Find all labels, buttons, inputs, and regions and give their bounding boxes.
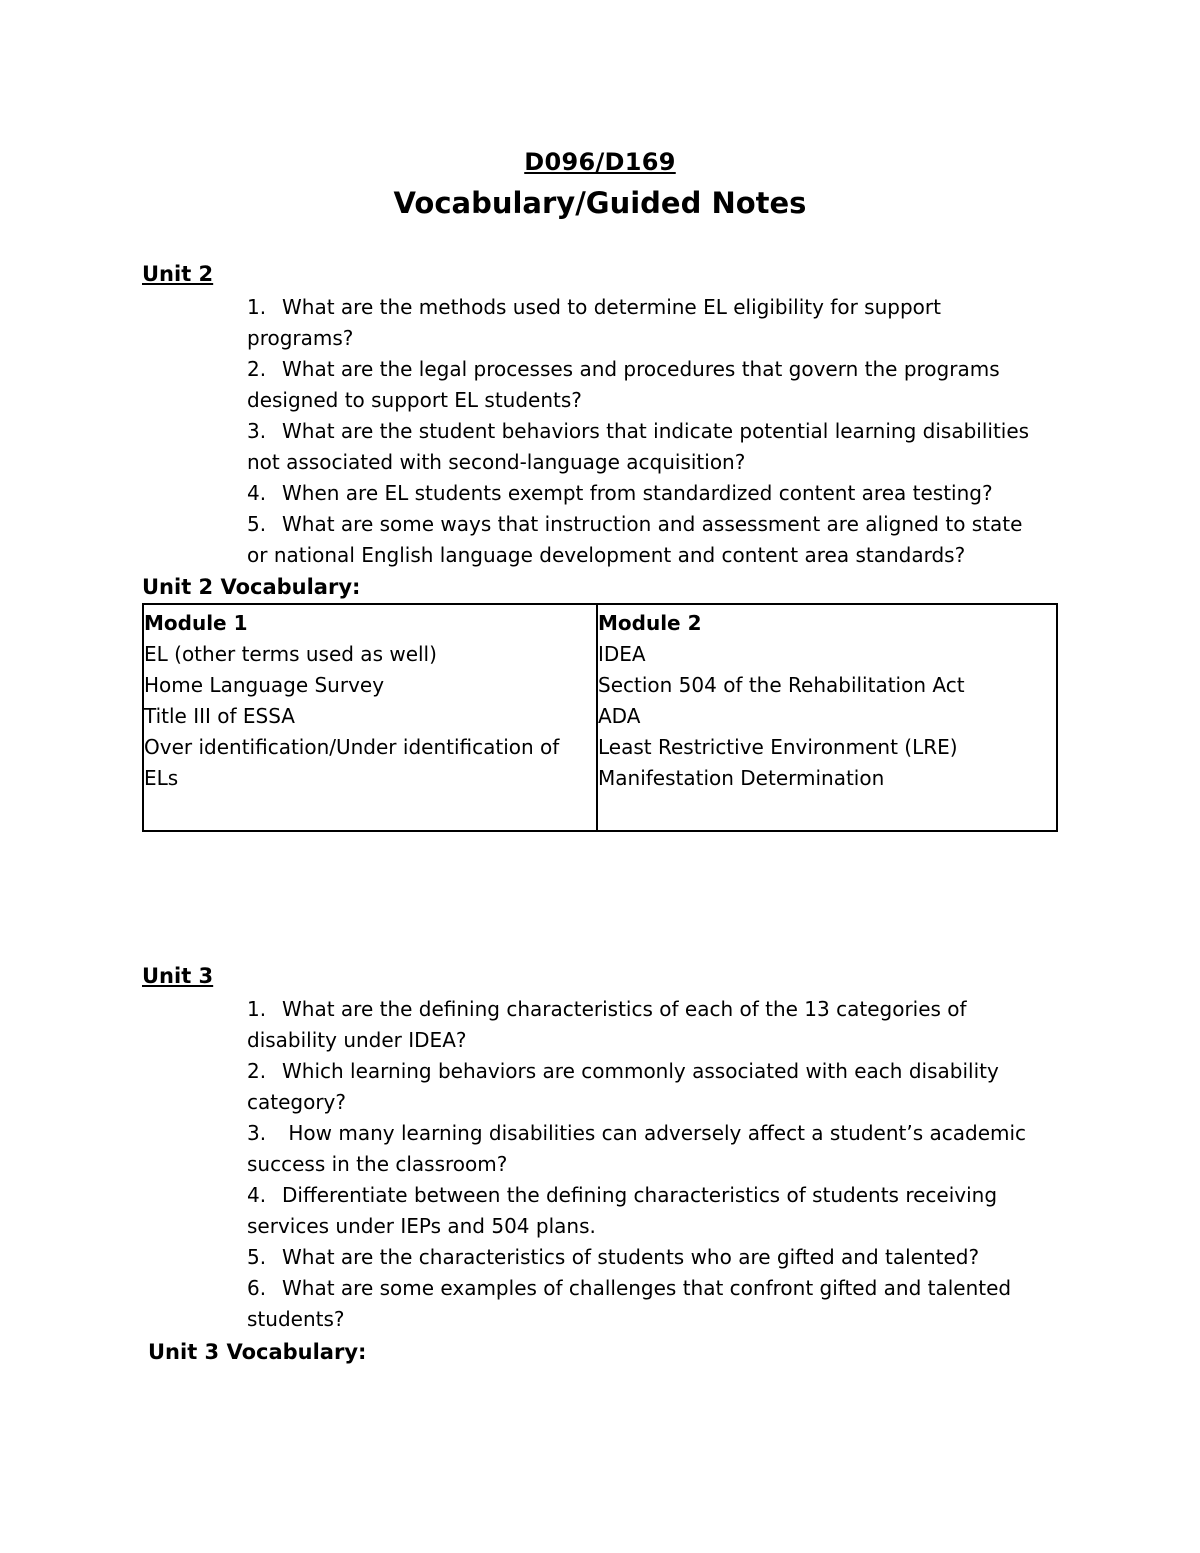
question-number: 2. bbox=[247, 357, 267, 381]
unit-3-vocabulary-heading: Unit 3 Vocabulary: bbox=[148, 1340, 367, 1364]
question-number: 3. bbox=[247, 419, 267, 443]
list-item bbox=[247, 416, 1067, 478]
question-text: Differentiate between the defining characteristics of students receiving bbox=[282, 1183, 998, 1207]
vocab-term: ELs bbox=[144, 766, 179, 790]
question-number: 1. bbox=[247, 295, 267, 319]
question-text: How many learning disabilities can adversely affect a student’s academic bbox=[282, 1121, 1027, 1145]
vocab-term: Manifestation Determination bbox=[598, 766, 885, 790]
unit-3-heading: Unit 3 bbox=[142, 964, 214, 988]
question-number: 5. bbox=[247, 1245, 267, 1269]
question-text-continued: students? bbox=[247, 1307, 345, 1331]
question-number: 4. bbox=[247, 1183, 267, 1207]
unit-2-question-list bbox=[247, 292, 1067, 571]
vocab-term: Least Restrictive Environment (LRE) bbox=[598, 735, 958, 759]
vocab-term: IDEA bbox=[598, 642, 646, 666]
unit-3-question-list bbox=[247, 994, 1067, 1335]
question-text-continued: or national English language development and content area standards? bbox=[247, 543, 966, 567]
question-text-continued: category? bbox=[247, 1090, 347, 1114]
question-text-continued: designed to support EL students? bbox=[247, 388, 582, 412]
module-1-column bbox=[144, 605, 598, 830]
module-2-column bbox=[598, 605, 1056, 830]
question-text: What are the student behaviors that indicate potential learning disabilities bbox=[282, 419, 1030, 443]
question-text: What are the characteristics of students who are gifted and talented? bbox=[282, 1245, 980, 1269]
question-number: 2. bbox=[247, 1059, 267, 1083]
question-number: 1. bbox=[247, 997, 267, 1021]
question-text-continued: not associated with second-language acquisition? bbox=[247, 450, 746, 474]
question-text: What are some ways that instruction and assessment are aligned to state bbox=[282, 512, 1023, 536]
list-item bbox=[247, 292, 1067, 354]
question-text: Which learning behaviors are commonly associated with each disability bbox=[282, 1059, 999, 1083]
question-text: When are EL students exempt from standardized content area testing? bbox=[282, 481, 993, 505]
question-text: What are some examples of challenges that confront gifted and talented bbox=[282, 1276, 1012, 1300]
question-text-continued: services under IEPs and 504 plans. bbox=[247, 1214, 596, 1238]
list-item bbox=[247, 994, 1067, 1056]
list-item bbox=[247, 1273, 1067, 1335]
list-item bbox=[247, 478, 1067, 509]
question-text-continued: disability under IDEA? bbox=[247, 1028, 467, 1052]
question-text-continued: success in the classroom? bbox=[247, 1152, 508, 1176]
question-text-continued: programs? bbox=[247, 326, 354, 350]
unit-2-heading: Unit 2 bbox=[142, 262, 214, 286]
vocab-term: Title III of ESSA bbox=[144, 704, 295, 728]
question-text: What are the legal processes and procedures that govern the programs bbox=[282, 357, 1000, 381]
module-2-title: Module 2 bbox=[598, 611, 702, 635]
unit-2-vocabulary-heading: Unit 2 Vocabulary: bbox=[142, 575, 361, 599]
list-item bbox=[247, 1056, 1067, 1118]
unit-2-vocabulary-table bbox=[142, 603, 1058, 832]
question-number: 3. bbox=[247, 1121, 267, 1145]
vocab-term: EL (other terms used as well) bbox=[144, 642, 437, 666]
list-item bbox=[247, 1242, 1067, 1273]
list-item bbox=[247, 1118, 1067, 1180]
list-item bbox=[247, 1180, 1067, 1242]
vocab-term: Over identification/Under identification of bbox=[144, 735, 560, 759]
vocab-term: ADA bbox=[598, 704, 641, 728]
vocab-term: Home Language Survey bbox=[144, 673, 385, 697]
list-item bbox=[247, 509, 1067, 571]
question-number: 4. bbox=[247, 481, 267, 505]
vocab-term: Section 504 of the Rehabilitation Act bbox=[598, 673, 965, 697]
question-text: What are the methods used to determine EL eligibility for support bbox=[282, 295, 941, 319]
question-number: 5. bbox=[247, 512, 267, 536]
document-title: Vocabulary/Guided Notes bbox=[393, 186, 807, 220]
question-number: 6. bbox=[247, 1276, 267, 1300]
course-code: D096/D169 bbox=[524, 148, 676, 176]
list-item bbox=[247, 354, 1067, 416]
module-1-title: Module 1 bbox=[144, 611, 248, 635]
question-text: What are the defining characteristics of each of the 13 categories of bbox=[282, 997, 967, 1021]
